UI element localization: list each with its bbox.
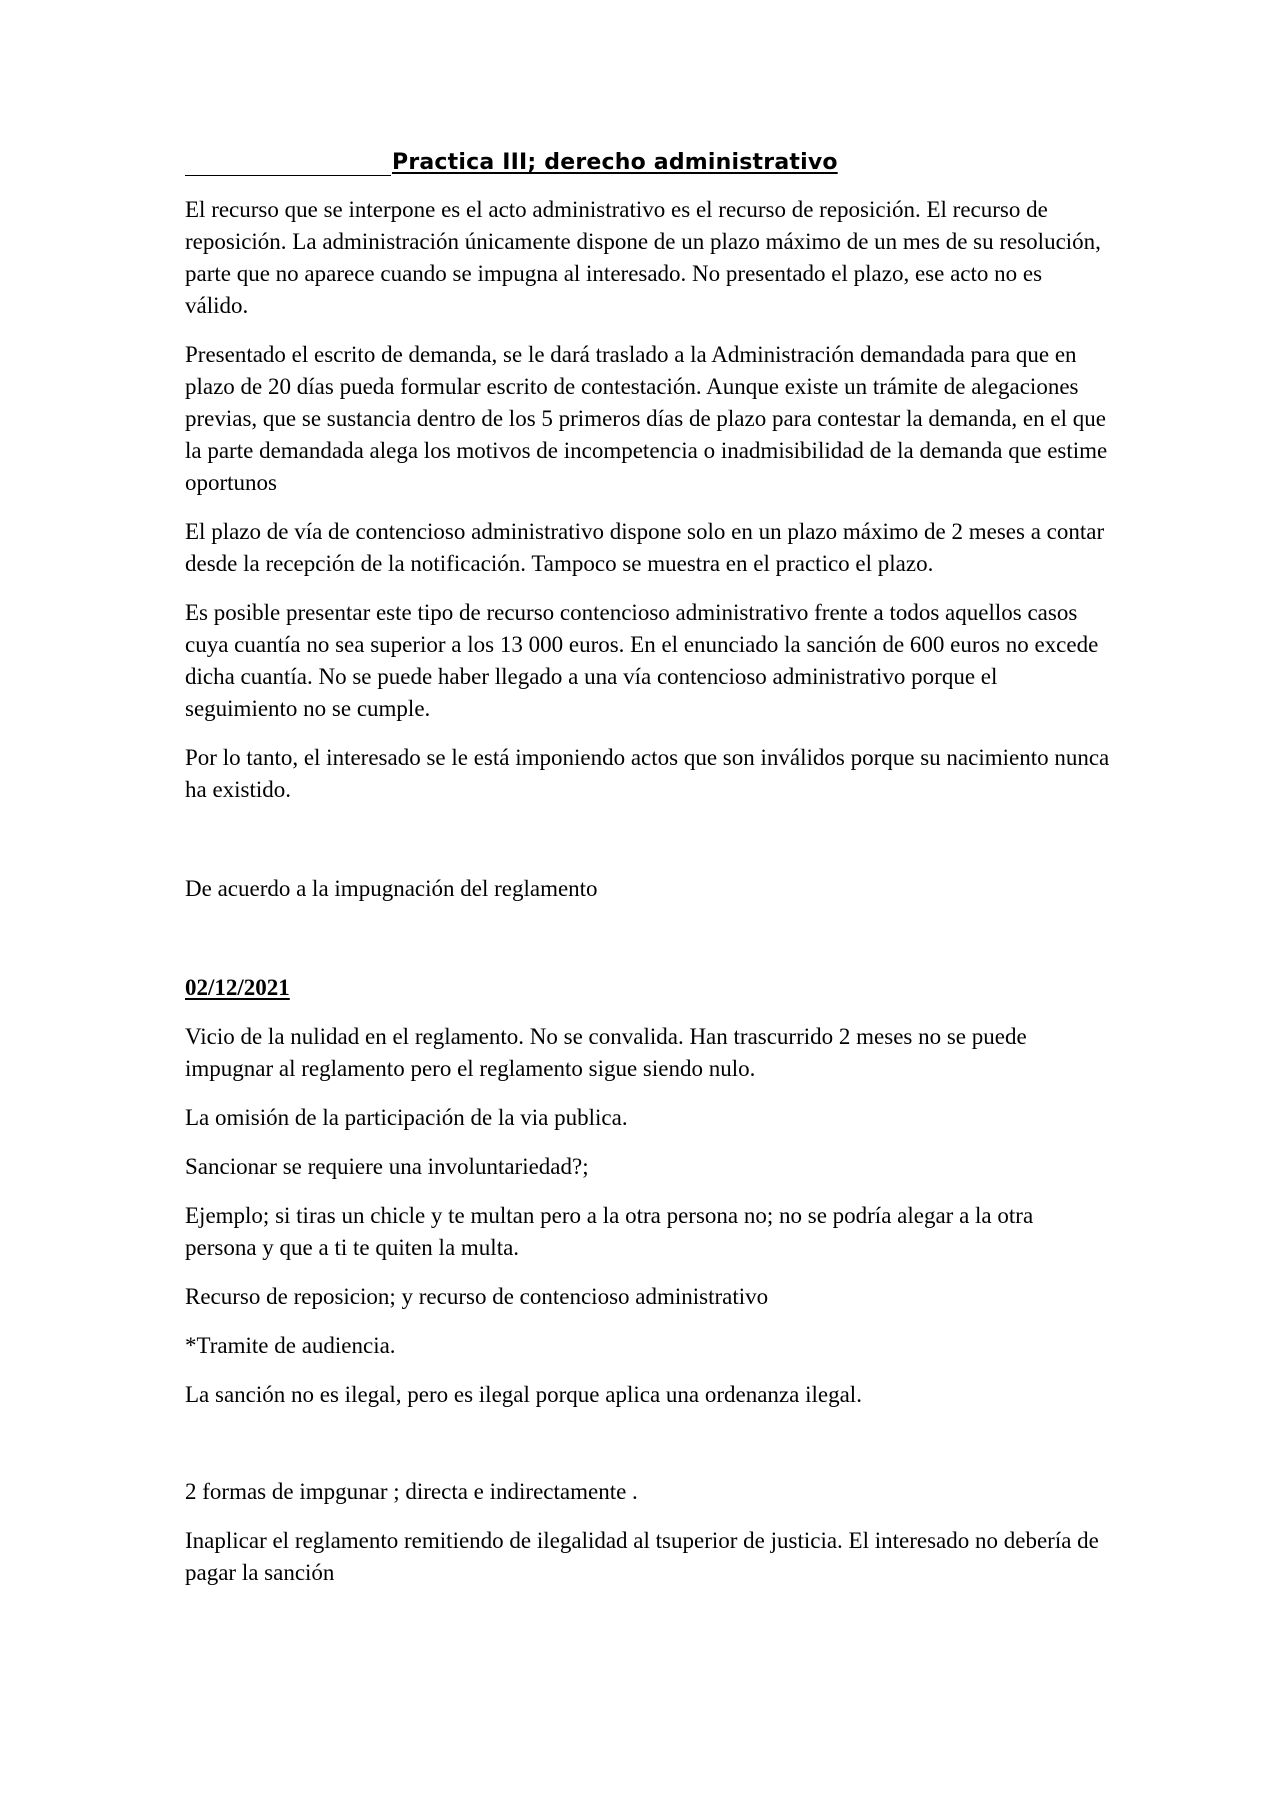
blank-space — [185, 823, 1110, 873]
paragraph-recursos: Recurso de reposicion; y recurso de contencioso administrativo — [185, 1284, 769, 1309]
title-underline-rule — [185, 175, 391, 176]
paragraph-ejemplo-chicle: Ejemplo; si tiras un chicle y te multan pero a la otra persona no; no se podría alegar a la otra persona y que a ti te quiten la multa. — [185, 1203, 1034, 1260]
paragraph-recurso-reposicion: El recurso que se interpone es el acto administrativo es el recurso de reposición. El recurso de reposición. La administración únicamente dispone de un plazo máximo de un mes de su resolución, parte que no aparece cuando se impugna al interesado. No presentado el plazo, ese acto no es válido. — [185, 197, 1101, 318]
reglamento-heading: De acuerdo a la impugnación del reglamento — [185, 876, 598, 901]
date-heading: 02/12/2021 — [185, 975, 290, 1000]
paragraph-tramite-audiencia: *Tramite de audiencia. — [185, 1333, 396, 1358]
paragraph-cuantia: Es posible presentar este tipo de recurso contencioso administrativo frente a todos aquellos casos cuya cuantía no sea superior a los 13 000 euros. En el enunciado la sanción de 600 euros no excede dicha cuantía. No se puede haber llegado a una vía contencioso administrativo porque el seguimiento no se cumple. — [185, 600, 1099, 721]
document-title: Practica III; derecho administrativo — [392, 150, 838, 175]
paragraph-inaplicar-reglamento: Inaplicar el reglamento remitiendo de ilegalidad al tsuperior de justicia. El interesado no debería de pagar la sanción — [185, 1528, 1099, 1585]
paragraph-formas-impugnar: 2 formas de impgunar ; directa e indirectamente . — [185, 1479, 638, 1504]
paragraph-plazo-contencioso: El plazo de vía de contencioso administrativo dispone solo en un plazo máximo de 2 meses a contar desde la recepción de la notificación. Tampoco se muestra en el practico el plazo. — [185, 519, 1105, 576]
paragraph-conclusion: Por lo tanto, el interesado se le está imponiendo actos que son inválidos porque su nacimiento nunca ha existido. — [185, 745, 1110, 802]
title-row — [185, 148, 1110, 182]
paragraph-sancion-ilegal: La sanción no es ilegal, pero es ilegal porque aplica una ordenanza ilegal. — [185, 1382, 862, 1407]
blank-space — [185, 922, 1110, 972]
paragraph-involuntariedad: Sancionar se requiere una involuntariedad?; — [185, 1154, 589, 1179]
blank-space — [185, 1428, 1110, 1476]
paragraph-omision-participacion: La omisión de la participación de la via publica. — [185, 1105, 628, 1130]
document-page — [185, 148, 1110, 1606]
paragraph-vicio-nulidad: Vicio de la nulidad en el reglamento. No se convalida. Han trascurrido 2 meses no se puede impugnar al reglamento pero el reglamento sigue siendo nulo. — [185, 1024, 1027, 1081]
paragraph-escrito-demanda: Presentado el escrito de demanda, se le dará traslado a la Administración demandada para que en plazo de 20 días pueda formular escrito de contestación. Aunque existe un trámite de alegaciones previas, que se sustancia dentro de los 5 primeros días de plazo para contestar la demanda, en el que la parte demandada alega los motivos de incompetencia o inadmisibilidad de la demanda que estime oportunos — [185, 342, 1108, 495]
